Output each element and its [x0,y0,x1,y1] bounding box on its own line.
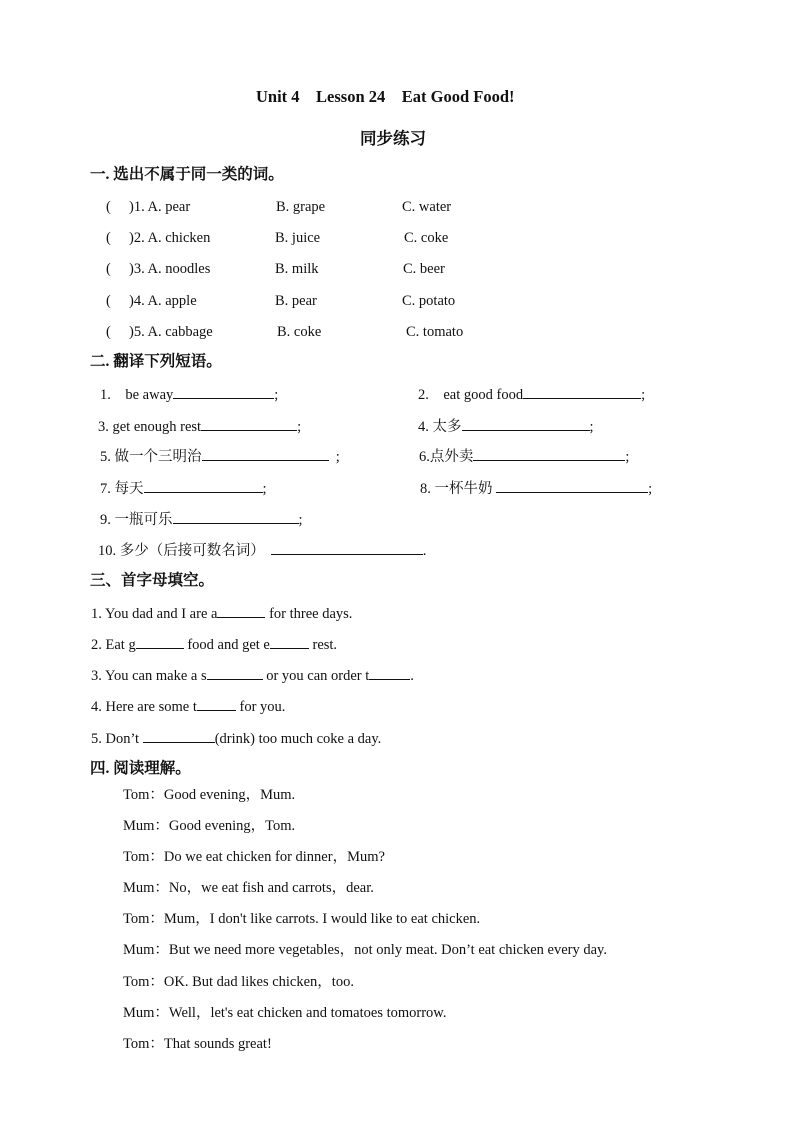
option-a: )4. A. apple [129,293,197,309]
punct: ; [328,449,340,465]
answer-blank[interactable] [523,385,641,399]
phrase: 7. 每天 [100,481,144,497]
page-title: Unit 4 Lesson 24 Eat Good Food! [256,87,515,106]
fill-text: 1. You dad and I are a [91,606,218,622]
dialogue-line: Mum：No，we eat fish and carrots，dear. [123,880,374,896]
punct: ; [625,449,630,465]
dialogue-line: Mum：Well，let's eat chicken and tomatoes tomorrow. [123,1005,447,1021]
answer-blank[interactable] [369,666,410,680]
fill-text: rest. [308,637,338,653]
punct: ; [589,419,594,435]
answer-blank[interactable] [143,729,215,743]
translation-item [418,417,594,436]
phrase: 10. 多少（后接可数名词） [98,543,265,559]
section-3-heading: 三、首字母填空。 [90,572,215,589]
punct: ; [648,481,653,497]
answer-blank[interactable] [197,697,236,711]
fill-text: for you. [235,699,286,715]
answer-blank[interactable] [217,604,265,618]
answer-blank[interactable] [271,541,423,555]
punct: ; [641,387,646,403]
option-c: C. coke [404,230,449,246]
fill-text: for three days. [265,606,353,622]
dialogue-line: Tom：That sounds great! [123,1036,272,1052]
translation-item [100,385,278,404]
answer-blank[interactable] [173,385,274,399]
answer-blank[interactable] [207,666,263,680]
punct: . [422,543,427,559]
fill-item [91,604,352,623]
answer-paren: ( [106,230,111,246]
phrase: 5. 做一个三明治 [100,449,202,465]
dialogue-line: Tom：Mum，I don't like carrots. I would like to eat chicken. [123,911,481,927]
dialogue-line: Mum：Good evening，Tom. [123,818,296,834]
fill-item [91,635,337,654]
fill-item [91,729,381,748]
answer-blank[interactable] [144,479,263,493]
option-a: )2. A. chicken [129,230,211,246]
option-b: B. pear [275,293,317,309]
phrase: 6.点外卖 [419,449,474,465]
fill-text: (drink) too much coke a day. [214,731,382,747]
option-c: C. water [402,199,452,215]
section-4-heading: 四. 阅读理解。 [90,760,191,777]
translation-item [419,447,629,466]
option-a: )5. A. cabbage [129,324,213,340]
phrase: 1. be away [100,387,174,403]
fill-text: 2. Eat g [91,637,136,653]
page-subtitle: 同步练习 [360,129,426,148]
phrase: 8. 一杯牛奶 [420,481,497,497]
answer-blank[interactable] [136,635,184,649]
option-b: B. coke [277,324,322,340]
translation-item [100,479,267,498]
answer-paren: ( [106,293,111,309]
phrase: 4. 太多 [418,419,462,435]
fill-text: 3. You can make a s [91,668,207,684]
punct: ; [262,481,267,497]
phrase: 3. get enough rest [98,419,202,435]
option-a: )1. A. pear [129,199,191,215]
dialogue-line: Tom：OK. But dad likes chicken，too. [123,974,354,990]
option-c: C. beer [403,261,445,277]
answer-blank[interactable] [270,635,309,649]
dialogue-line: Tom：Do we eat chicken for dinner，Mum? [123,849,385,865]
translation-item [100,510,303,529]
option-b: B. milk [275,261,319,277]
dialogue-line: Tom：Good evening，Mum. [123,787,296,803]
punct: ; [297,419,302,435]
dialogue-line: Mum：But we need more vegetables，not only meat. Don’t eat chicken every day. [123,942,607,958]
fill-text: 5. Don’t [91,731,143,747]
option-a: )3. A. noodles [129,261,211,277]
answer-blank[interactable] [462,417,590,431]
answer-blank[interactable] [201,417,297,431]
fill-item [91,697,285,716]
translation-item [420,479,652,498]
option-b: B. grape [276,199,326,215]
answer-blank[interactable] [496,479,648,493]
translation-item [98,541,426,560]
fill-text: 4. Here are some t [91,699,197,715]
translation-item [98,417,301,436]
answer-paren: ( [106,199,111,215]
option-c: C. potato [402,293,456,309]
translation-item [100,447,340,466]
answer-blank[interactable] [173,510,299,524]
option-b: B. juice [275,230,321,246]
fill-text: . [410,668,414,684]
fill-text: or you can order t [262,668,370,684]
option-c: C. tomato [406,324,464,340]
phrase: 9. 一瓶可乐 [100,512,173,528]
punct: ; [274,387,279,403]
punct: ; [298,512,303,528]
answer-blank[interactable] [473,447,625,461]
section-2-heading: 二. 翻译下列短语。 [90,353,222,370]
section-1-heading: 一. 选出不属于同一类的词。 [90,166,284,183]
answer-paren: ( [106,261,111,277]
answer-paren: ( [106,324,111,340]
phrase: 2. eat good food [418,387,524,403]
fill-item [91,666,414,685]
answer-blank[interactable] [202,447,329,461]
fill-text: food and get e [183,637,270,653]
translation-item [418,385,645,404]
